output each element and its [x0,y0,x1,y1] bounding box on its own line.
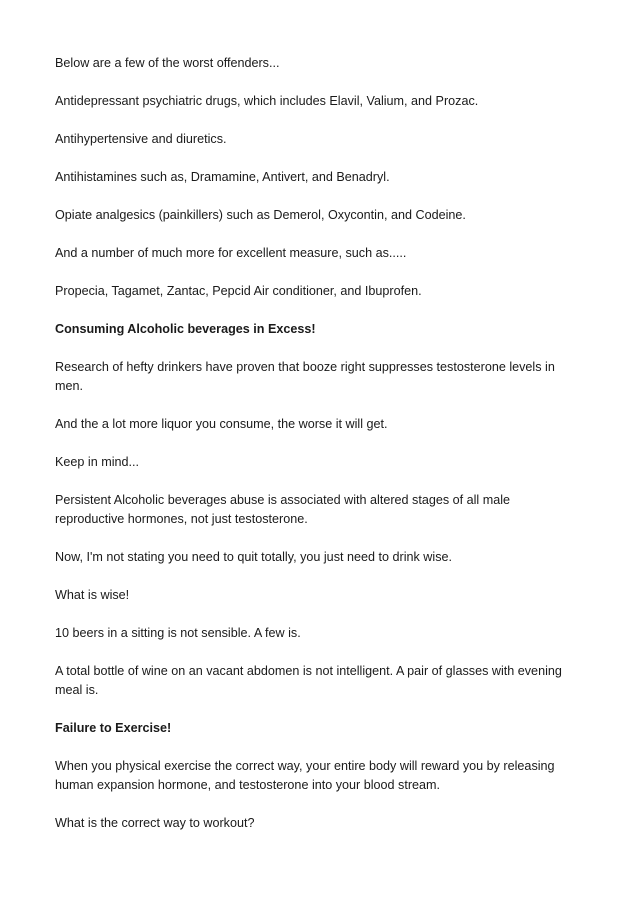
section-heading: Failure to Exercise! [55,721,172,735]
paragraph: Antihistamines such as, Dramamine, Antivert, and Benadryl. [55,170,390,184]
paragraph: A total bottle of wine on an vacant abdomen is not intelligent. A pair of glasses with evening meal is. [55,664,562,697]
paragraph: And a number of much more for excellent measure, such as..... [55,246,407,260]
paragraph: Propecia, Tagamet, Zantac, Pepcid Air conditioner, and Ibuprofen. [55,284,422,298]
paragraph: Keep in mind... [55,455,140,469]
paragraph: Opiate analgesics (painkillers) such as Demerol, Oxycontin, and Codeine. [55,208,466,222]
paragraph: What is wise! [55,588,130,602]
paragraph: When you physical exercise the correct way, your entire body will reward you by releasing human expansion hormone, and testosterone into your blood stream. [55,759,555,792]
section-heading: Consuming Alcoholic beverages in Excess! [55,322,316,336]
paragraph: What is the correct way to workout? [55,816,255,830]
document-body [55,54,580,852]
paragraph: Now, I'm not stating you need to quit totally, you just need to drink wise. [55,550,452,564]
paragraph: Below are a few of the worst offenders... [55,56,280,70]
paragraph: Antidepressant psychiatric drugs, which includes Elavil, Valium, and Prozac. [55,94,479,108]
paragraph: 10 beers in a sitting is not sensible. A few is. [55,626,301,640]
paragraph: Antihypertensive and diuretics. [55,132,227,146]
paragraph: Persistent Alcoholic beverages abuse is associated with altered stages of all male reproductive hormones, not just testosterone. [55,493,511,526]
paragraph: And the a lot more liquor you consume, the worse it will get. [55,417,388,431]
paragraph: Research of hefty drinkers have proven that booze right suppresses testosterone levels in men. [55,360,555,393]
